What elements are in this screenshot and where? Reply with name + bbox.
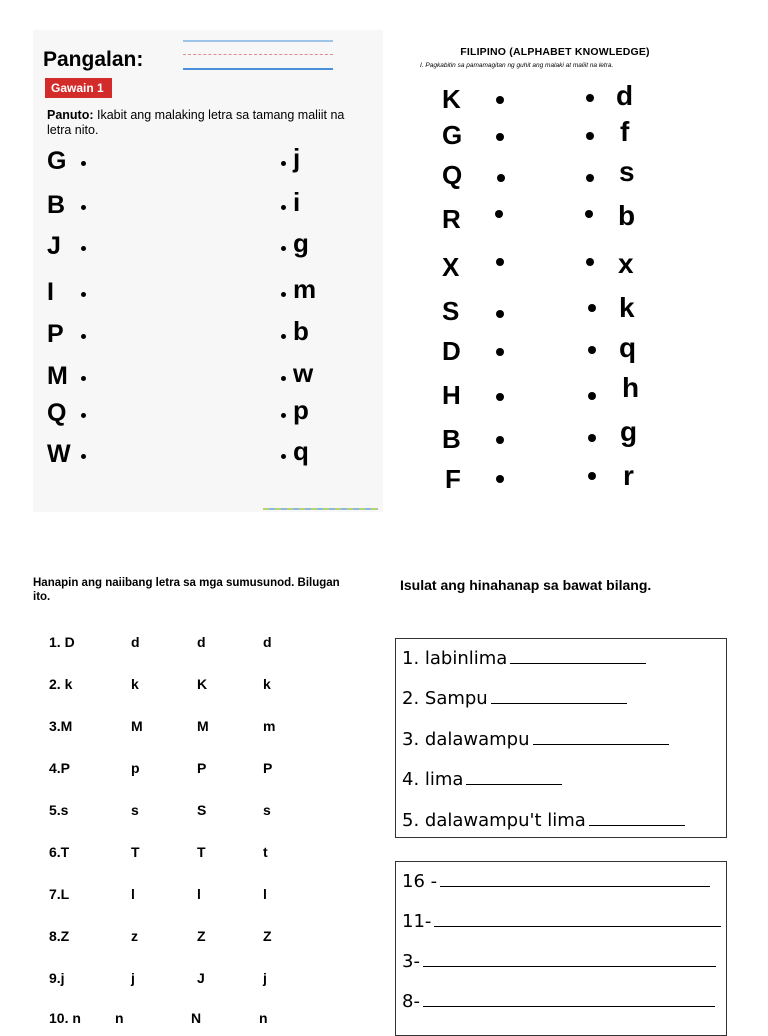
match-row [410, 80, 710, 124]
match-row [33, 274, 383, 314]
letter-cell[interactable]: P [197, 760, 207, 776]
match-row [33, 358, 383, 398]
letter-cell[interactable]: Z [197, 928, 206, 944]
uppercase-letter: W [47, 440, 71, 468]
lowercase-letter: q [293, 436, 309, 466]
letter-cell[interactable]: Z [263, 928, 272, 944]
match-row [33, 395, 383, 435]
match-dot[interactable] [81, 413, 86, 418]
letter-cell[interactable]: l [263, 886, 267, 902]
number-label: 3- [402, 951, 420, 972]
match-row [33, 187, 383, 227]
number-item [402, 870, 710, 892]
letter-cell[interactable]: s [131, 802, 139, 818]
answer-blank[interactable] [423, 990, 715, 1007]
match-dot[interactable] [496, 96, 504, 104]
lowercase-letter: x [618, 248, 634, 279]
word-item [402, 728, 669, 750]
answer-blank[interactable] [533, 728, 669, 745]
number-words-box [395, 638, 727, 838]
match-row [410, 372, 710, 420]
match-dot[interactable] [588, 346, 596, 354]
letter-row [33, 718, 373, 742]
worksheet-instruction: I. Pagkabitin sa pamamagitan ng guhit ang malaki at maliit na letra. [420, 62, 614, 69]
match-dot[interactable] [586, 94, 594, 102]
match-row [33, 143, 383, 183]
uppercase-letter: F [445, 464, 461, 494]
letter-cell[interactable]: P [263, 760, 273, 776]
worksheet-instruction: Hanapin ang naiibang letra sa mga sumusunod. Bilugan ito. [33, 577, 340, 603]
match-row [410, 248, 710, 292]
letter-row [33, 886, 373, 910]
answer-blank[interactable] [440, 870, 710, 887]
match-row [410, 292, 710, 336]
worksheet-instruction: Isulat ang hinahanap sa bawat bilang. [400, 577, 652, 593]
find-different-letter-worksheet [33, 570, 373, 1024]
letter-cell[interactable]: n [115, 1010, 124, 1026]
letter-row [33, 1010, 373, 1034]
uppercase-letter: I [47, 278, 54, 306]
name-guide-line-top [183, 40, 333, 42]
instruction-label: Panuto: [47, 108, 94, 122]
match-dot[interactable] [496, 310, 504, 318]
lowercase-letter: m [293, 274, 317, 304]
match-dot[interactable] [588, 472, 596, 480]
match-row [33, 228, 383, 268]
letter-cell[interactable]: j [131, 970, 135, 986]
number-item [402, 950, 716, 972]
letter-cell[interactable]: K [197, 676, 208, 692]
letter-cell[interactable]: T [197, 844, 206, 860]
number-item [402, 910, 721, 932]
match-dot[interactable] [496, 258, 504, 266]
letter-row [33, 760, 373, 784]
match-dot[interactable] [81, 376, 86, 381]
lowercase-letter: f [620, 116, 630, 147]
lowercase-letter: p [293, 395, 309, 425]
uppercase-letter: B [47, 191, 66, 219]
answer-blank[interactable] [434, 910, 721, 927]
match-row [410, 116, 710, 160]
uppercase-letter: G [47, 147, 67, 175]
match-dot[interactable] [281, 413, 286, 418]
match-dot[interactable] [496, 348, 504, 356]
numbers-box [395, 861, 727, 1036]
letter-cell: 8.Z [49, 928, 70, 944]
lowercase-letter: j [293, 143, 301, 173]
uppercase-letter: G [442, 120, 463, 150]
match-dot[interactable] [81, 246, 86, 251]
uppercase-letter: X [442, 252, 460, 282]
letter-cell: 5.s [49, 802, 69, 818]
letter-cell[interactable]: n [259, 1010, 268, 1026]
match-row [410, 200, 710, 244]
instruction [47, 108, 347, 138]
match-dot[interactable] [586, 258, 594, 266]
word-item [402, 687, 627, 709]
letter-row [33, 928, 373, 952]
match-dot[interactable] [496, 436, 504, 444]
lowercase-letter: i [293, 187, 301, 217]
letter-cell[interactable]: s [263, 802, 271, 818]
lowercase-letter: r [623, 460, 634, 491]
match-row [410, 332, 710, 376]
letter-cell[interactable]: d [197, 634, 206, 650]
match-row [410, 156, 710, 200]
number-words-worksheet [395, 575, 735, 1024]
gawain-worksheet [33, 30, 383, 512]
number-item [402, 990, 715, 1012]
letter-row [33, 802, 373, 826]
match-dot[interactable] [588, 304, 596, 312]
letter-row [33, 970, 373, 994]
match-dot[interactable] [281, 161, 286, 166]
name-guide-line-bottom [183, 68, 333, 70]
answer-blank[interactable] [423, 950, 716, 967]
word-label: 4. lima [402, 769, 464, 790]
word-label: 1. labinlima [402, 648, 508, 669]
letter-cell[interactable]: M [197, 718, 209, 734]
answer-blank[interactable] [589, 809, 685, 826]
match-dot[interactable] [281, 454, 286, 459]
letter-cell[interactable]: T [131, 844, 140, 860]
uppercase-letter: B [442, 424, 461, 454]
name-guide-line-middle [183, 54, 333, 55]
worksheet-title: FILIPINO (ALPHABET KNOWLEDGE) [460, 46, 650, 58]
match-dot[interactable] [588, 434, 596, 442]
letter-cell[interactable]: j [263, 970, 267, 986]
match-dot[interactable] [585, 210, 593, 218]
uppercase-letter: Q [47, 399, 67, 427]
letter-cell: 6.T [49, 844, 70, 860]
letter-cell[interactable]: p [131, 760, 140, 776]
uppercase-letter: M [47, 362, 68, 390]
letter-cell: 3.M [49, 718, 73, 734]
number-label: 11- [402, 911, 432, 932]
letter-cell: 7.L [49, 886, 70, 902]
lowercase-letter: d [616, 80, 634, 111]
lowercase-letter: s [619, 156, 635, 187]
match-row [33, 316, 383, 356]
match-dot[interactable] [281, 205, 286, 210]
uppercase-letter: D [442, 336, 461, 366]
lowercase-letter: w [293, 358, 314, 388]
uppercase-letter: H [442, 380, 461, 410]
uppercase-letter: K [442, 84, 461, 114]
letter-cell[interactable]: k [131, 676, 139, 692]
letter-cell: 4.P [49, 760, 71, 776]
lowercase-letter: b [618, 200, 636, 231]
match-dot[interactable] [81, 334, 86, 339]
letter-cell[interactable]: N [191, 1010, 202, 1026]
letter-row [33, 634, 373, 658]
match-dot[interactable] [495, 210, 503, 218]
word-label: 3. dalawampu [402, 729, 530, 750]
letter-cell[interactable]: M [131, 718, 143, 734]
uppercase-letter: Q [442, 160, 463, 190]
match-row [410, 416, 710, 464]
match-dot[interactable] [497, 174, 505, 182]
match-dot[interactable] [496, 133, 504, 141]
answer-blank[interactable] [466, 768, 562, 785]
letter-cell: 9.j [49, 970, 65, 986]
letter-cell[interactable]: J [197, 970, 205, 986]
activity-badge: Gawain 1 [45, 78, 112, 98]
match-dot[interactable] [281, 376, 286, 381]
match-dot[interactable] [81, 205, 86, 210]
word-label: 5. dalawampu't lima [402, 810, 586, 831]
word-item [402, 647, 646, 669]
match-dot[interactable] [496, 475, 504, 483]
letter-cell[interactable]: k [263, 676, 271, 692]
letter-cell[interactable]: l [131, 886, 135, 902]
instruction-text: Ikabit ang malaking letra sa tamang maliit na letra nito. [47, 108, 345, 137]
letter-row [33, 676, 373, 700]
match-dot[interactable] [588, 392, 596, 400]
match-dot[interactable] [81, 161, 86, 166]
match-dot[interactable] [586, 132, 594, 140]
letter-cell: 10. n [49, 1010, 81, 1026]
lowercase-letter: h [622, 372, 640, 403]
letter-cell[interactable]: t [263, 844, 268, 860]
letter-cell[interactable]: m [263, 718, 276, 734]
letter-cell: 1. D [49, 634, 75, 650]
uppercase-letter: J [47, 232, 61, 260]
lowercase-letter: q [619, 332, 637, 363]
match-dot[interactable] [496, 393, 504, 401]
uppercase-letter: P [47, 320, 64, 348]
match-dot[interactable] [281, 292, 286, 297]
word-label: 2. Sampu [402, 688, 488, 709]
name-label: Pangalan: [43, 48, 144, 71]
letter-cell[interactable]: S [197, 802, 207, 818]
answer-blank[interactable] [491, 687, 627, 704]
letter-cell[interactable]: l [197, 886, 201, 902]
match-dot[interactable] [281, 334, 286, 339]
letter-cell[interactable]: d [131, 634, 140, 650]
lowercase-letter: g [293, 228, 309, 258]
letter-cell: 2. k [49, 676, 73, 692]
number-label: 16 - [402, 871, 438, 892]
uppercase-letter: S [442, 296, 460, 326]
match-dot[interactable] [586, 174, 594, 182]
lowercase-letter: k [619, 292, 635, 323]
alphabet-knowledge-worksheet [410, 40, 750, 500]
answer-blank[interactable] [510, 647, 646, 664]
letter-cell[interactable]: z [131, 928, 138, 944]
lowercase-letter: b [293, 316, 309, 346]
word-item [402, 809, 685, 831]
match-dot[interactable] [81, 292, 86, 297]
uppercase-letter: R [442, 204, 461, 234]
letter-cell[interactable]: d [263, 634, 272, 650]
match-dot[interactable] [281, 246, 286, 251]
number-label: 8- [402, 991, 420, 1012]
match-row [33, 436, 383, 476]
watermark-strip [263, 508, 378, 510]
match-dot[interactable] [81, 454, 86, 459]
match-row [410, 460, 710, 504]
letter-row [33, 844, 373, 868]
lowercase-letter: g [620, 416, 638, 447]
word-item [402, 768, 562, 790]
